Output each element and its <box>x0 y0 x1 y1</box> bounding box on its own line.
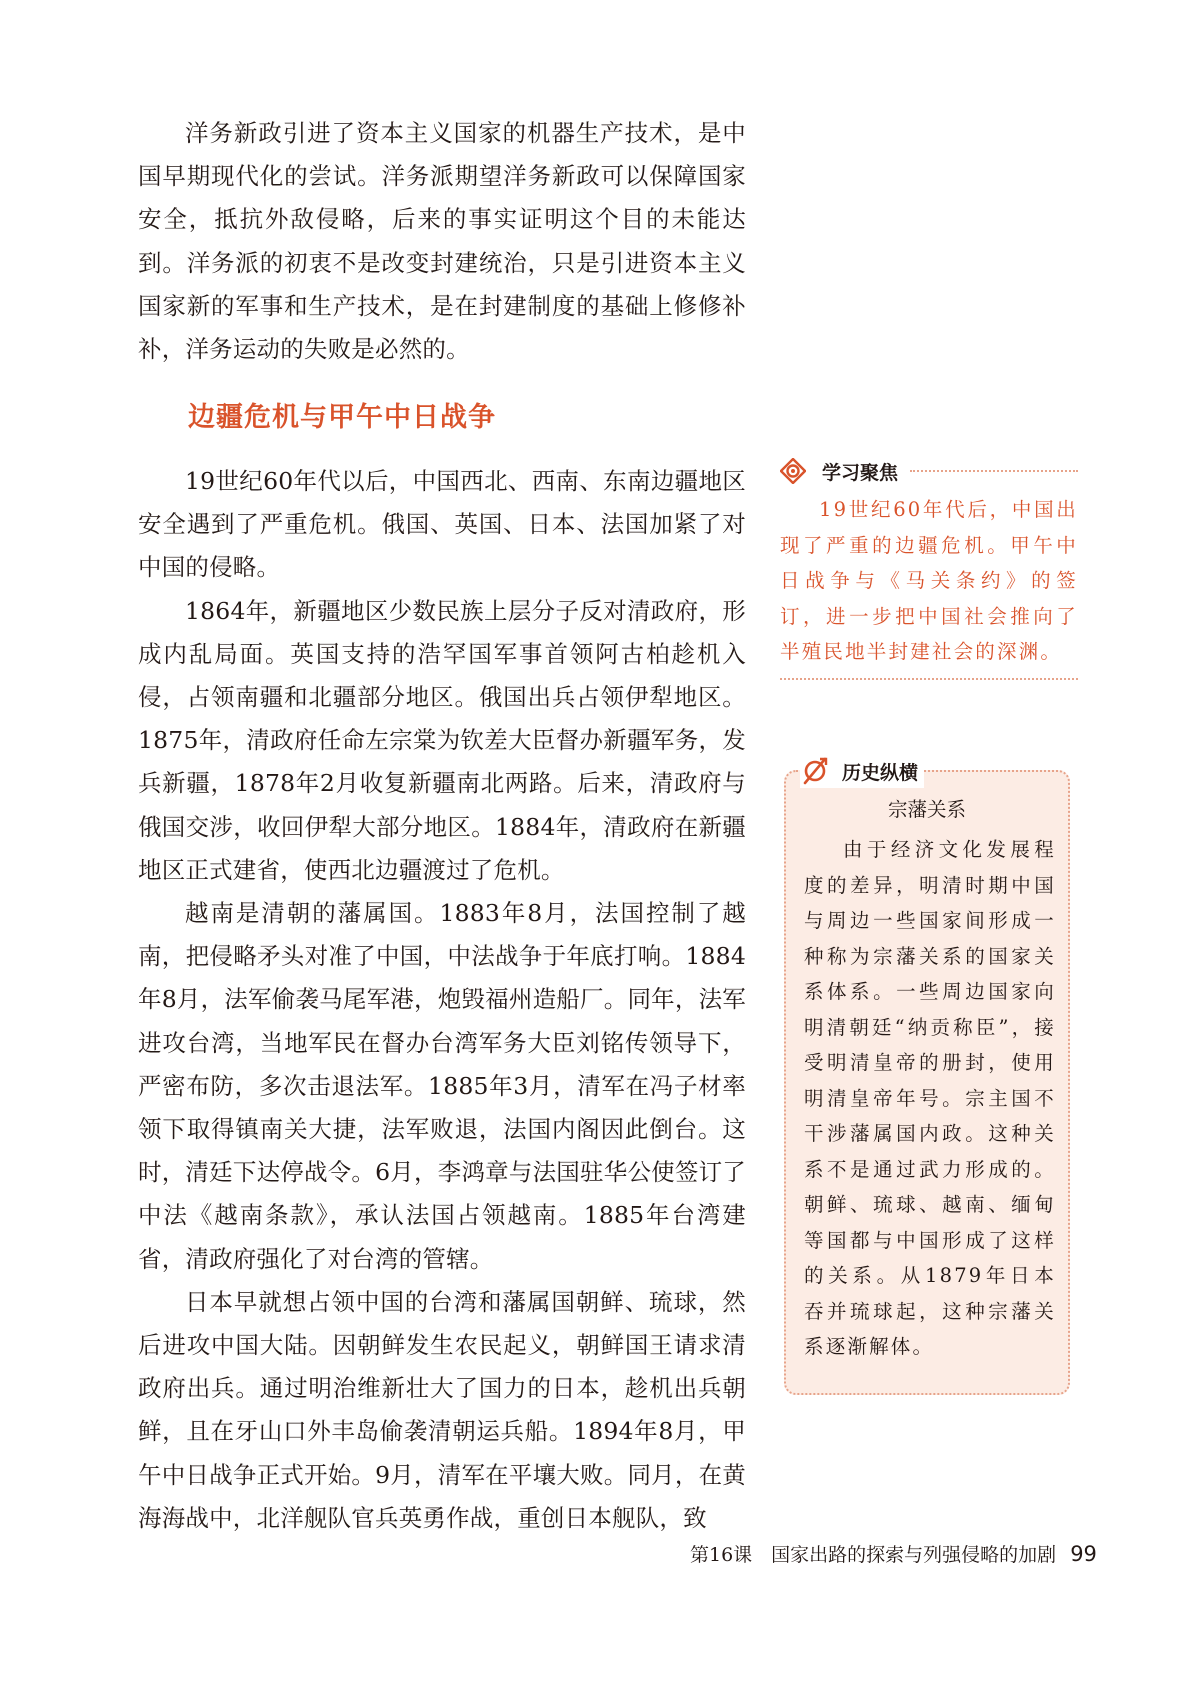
footer-lesson-title: 第16课 国家出路的探索与列强侵略的加剧 <box>690 1544 1057 1566</box>
section-heading: 边疆危机与甲午中日战争 <box>188 402 496 433</box>
body-paragraph: 19世纪60年代以后，中国西北、西南、东南边疆地区安全遇到了严重危机。俄国、英国、日本、法国加紧了对中国的侵略。 <box>138 467 746 582</box>
history-box-text: 由于经济文化发展程度的差异，明清时期中国与周边一些国家间形成一种称为宗藩关系的国家关系体系。一些周边国家向明清朝廷“纳贡称臣”，接受明清皇帝的册封，使用明清皇帝年号。宗主国不干涉藩属国内政。这种关系不是通过武力形成的。朝鲜、琉球、越南、缅甸等国都与中国形成了这样的关系。从1879年日本吞并琉球起，这种宗藩关系逐渐解体。 <box>804 838 1056 1358</box>
learning-focus-header <box>780 454 1078 488</box>
intro-column <box>138 112 746 371</box>
history-swirl-icon <box>800 756 830 786</box>
history-box-title: 历史纵横 <box>842 761 919 784</box>
learning-focus-text: 19世纪60年代后，中国出现了严重的边疆危机。甲午中日战争与《马关条约》的签订，进一步把中国社会推向了半殖民地半封建社会的深渊。 <box>780 492 1078 680</box>
learning-focus-title: 学习聚焦 <box>822 461 899 484</box>
history-box-header <box>800 754 924 788</box>
body-column <box>138 460 746 1540</box>
intro-paragraph: 洋务新政引进了资本主义国家的机器生产技术，是中国早期现代化的尝试。洋务派期望洋务新政可以保障国家安全，抵抗外敌侵略，后来的事实证明这个目的未能达到。洋务派的初衷不是改变封建统治，只是引进资本主义国家新的军事和生产技术，是在封建制度的基础上修修补补，洋务运动的失败是必然的。 <box>138 119 746 364</box>
focus-target-icon <box>780 458 806 484</box>
body-paragraph: 越南是清朝的藩属国。1883年8月，法国控制了越南，把侵略矛头对准了中国，中法战争于年底打响。1884年8月，法军偷袭马尾军港，炮毁福州造船厂。同年，法军进攻台湾，当地军民在督办台湾军务大臣刘铭传领导下，严密布防，多次击退法军。1885年3月，清军在冯子材率领下取得镇南关大捷，法军败退，法国内阁因此倒台。这时，清廷下达停战令。6月，李鸿章与法国驻华公使签订了中法《越南条款》，承认法国占领越南。1885年台湾建省，清政府强化了对台湾的管辖。 <box>138 899 746 1273</box>
page-footer <box>690 1540 1097 1567</box>
body-paragraph: 1864年，新疆地区少数民族上层分子反对清政府，形成内乱局面。英国支持的浩罕国军事首领阿古柏趁机入侵，占领南疆和北疆部分地区。俄国出兵占领伊犁地区。1875年，清政府任命左宗棠为钦差大臣督办新疆军务，发兵新疆，1878年2月收复新疆南北两路。后来，清政府与俄国交涉，收回伊犁大部分地区。1884年，清政府在新疆地区正式建省，使西北边疆渡过了危机。 <box>138 596 746 884</box>
page-number: 99 <box>1070 1542 1097 1566</box>
learning-focus-box <box>780 454 1078 680</box>
body-paragraph: 日本早就想占领中国的台湾和藩属国朝鲜、琉球，然后进攻中国大陆。因朝鲜发生农民起义，朝鲜国王请求清政府出兵。通过明治维新壮大了国力的日本，趁机出兵朝鲜，且在牙山口外丰岛偷袭清朝运兵船。1894年8月，甲午中日战争正式开始。9月，清军在平壤大败。同月，在黄海海战中，北洋舰队官兵英勇作战，重创日本舰队，致 <box>138 1287 746 1532</box>
history-box-subtitle: 宗藩关系 <box>887 798 966 821</box>
dotted-divider <box>910 470 1078 472</box>
